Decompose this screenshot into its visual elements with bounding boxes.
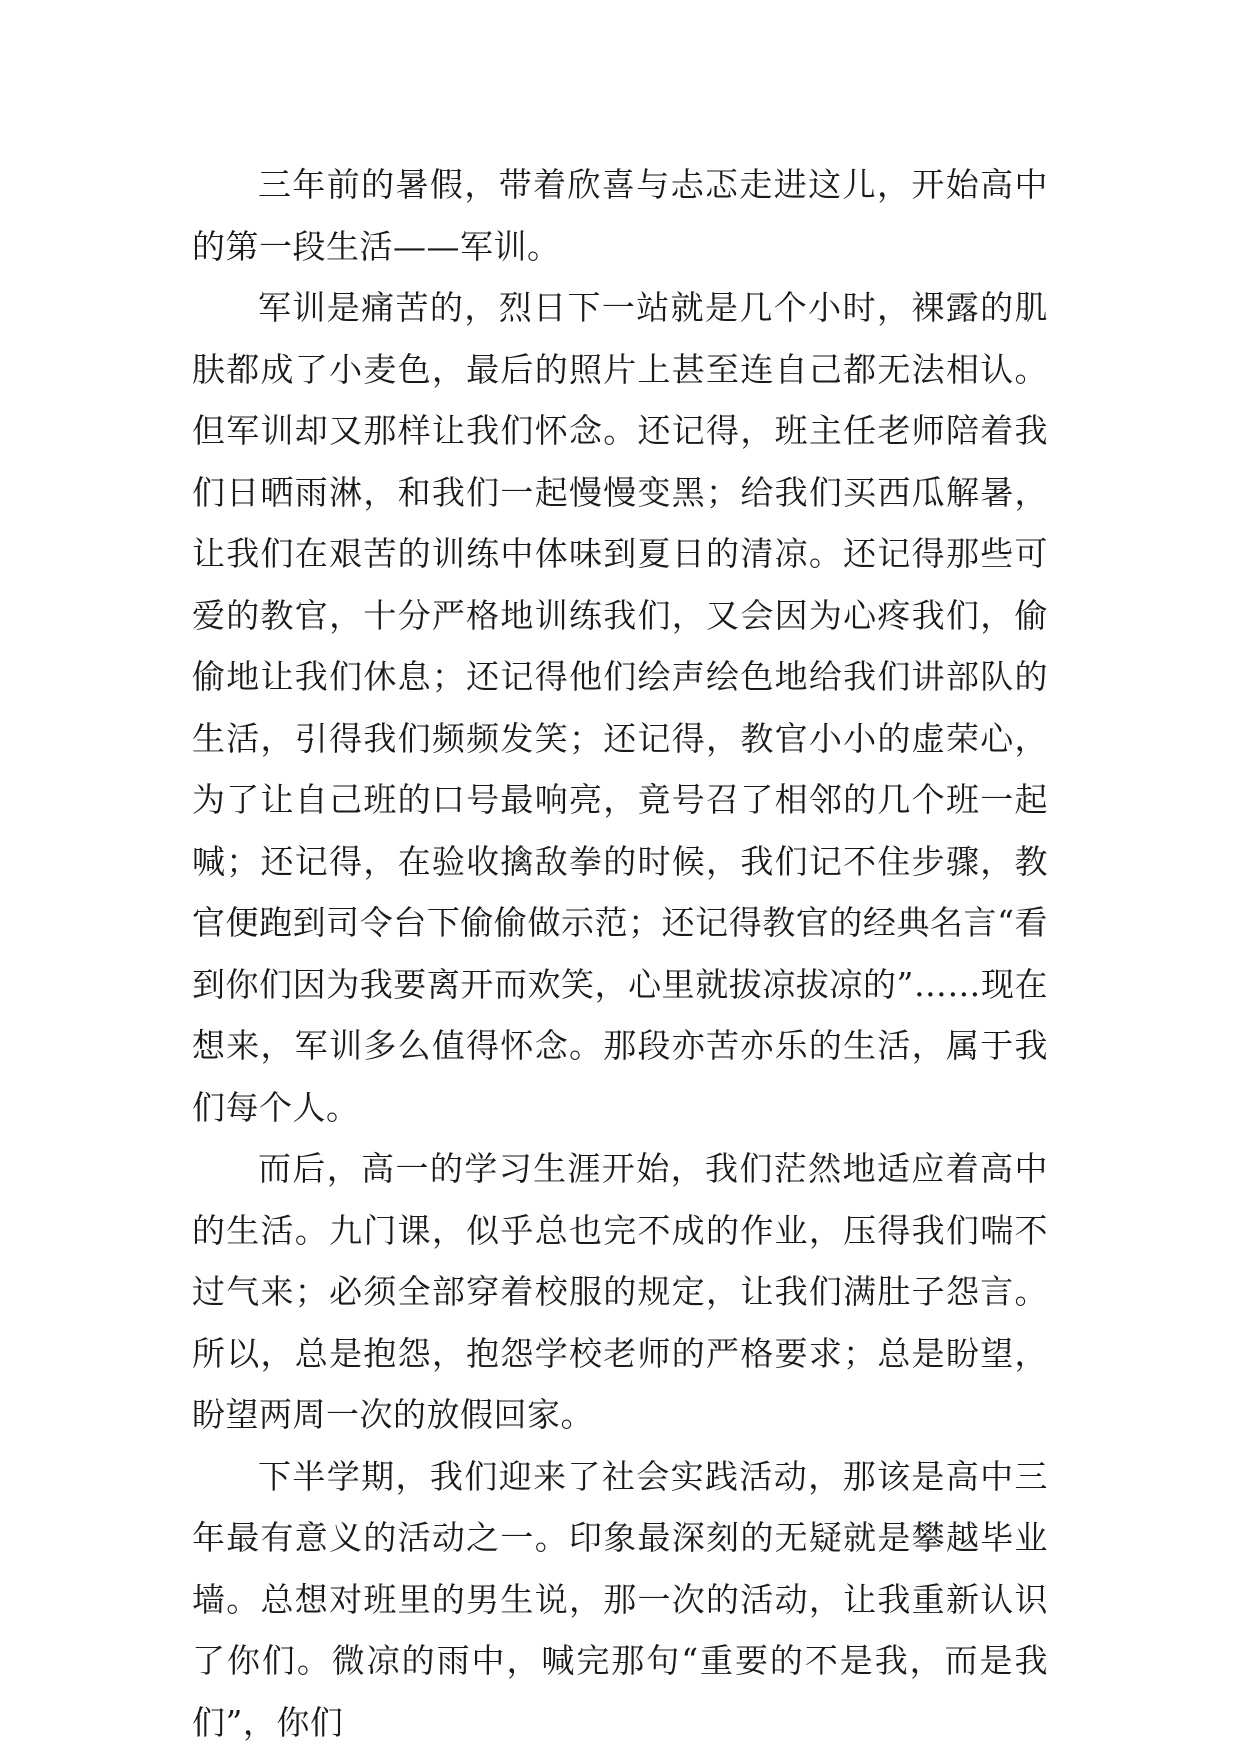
paragraph-first-year-study: 而后，高一的学习生涯开始，我们茫然地适应着高中的生活。九门课，似乎总也完不成的作业，压得我们喘不过气来；必须全部穿着校服的规定，让我们满肚子怨言。所以，总是抱怨，抱怨学校老师的严格要求；总是盼望，盼望两周一次的放假回家。 [192,1149,1048,1434]
document-body [192,154,1048,1753]
paragraph-social-practice: 下半学期，我们迎来了社会实践活动，那该是高中三年最有意义的活动之一。印象最深刻的无疑就是攀越毕业墙。总想对班里的男生说，那一次的活动，让我重新认识了你们。微凉的雨中，喊完那句“重要的不是我，而是我们”，你们 [192,1456,1048,1742]
paragraph-military-training-intro: 三年前的暑假，带着欣喜与忐忑走进这儿，开始高中的第一段生活——军训。 [192,165,1048,266]
paragraph-military-training-memories: 军训是痛苦的，烈日下一站就是几个小时，裸露的肌肤都成了小麦色，最后的照片上甚至连自己都无法相认。但军训却又那样让我们怀念。还记得，班主任老师陪着我们日晒雨淋，和我们一起慢慢变黑；给我们买西瓜解暑，让我们在艰苦的训练中体味到夏日的清凉。还记得那些可爱的教官，十分严格地训练我们，又会因为心疼我们，偷偷地让我们休息；还记得他们绘声绘色地给我们讲部队的生活，引得我们频频发笑；还记得，教官小小的虚荣心，为了让自己班的口号最响亮，竟号召了相邻的几个班一起喊；还记得，在验收擒敌拳的时候，我们记不住步骤，教官便跑到司令台下偷偷做示范；还记得教官的经典名言“看到你们因为我要离开而欢笑，心里就拔凉拔凉的”……现在想来，军训多么值得怀念。那段亦苦亦乐的生活，属于我们每个人。 [192,288,1048,1127]
